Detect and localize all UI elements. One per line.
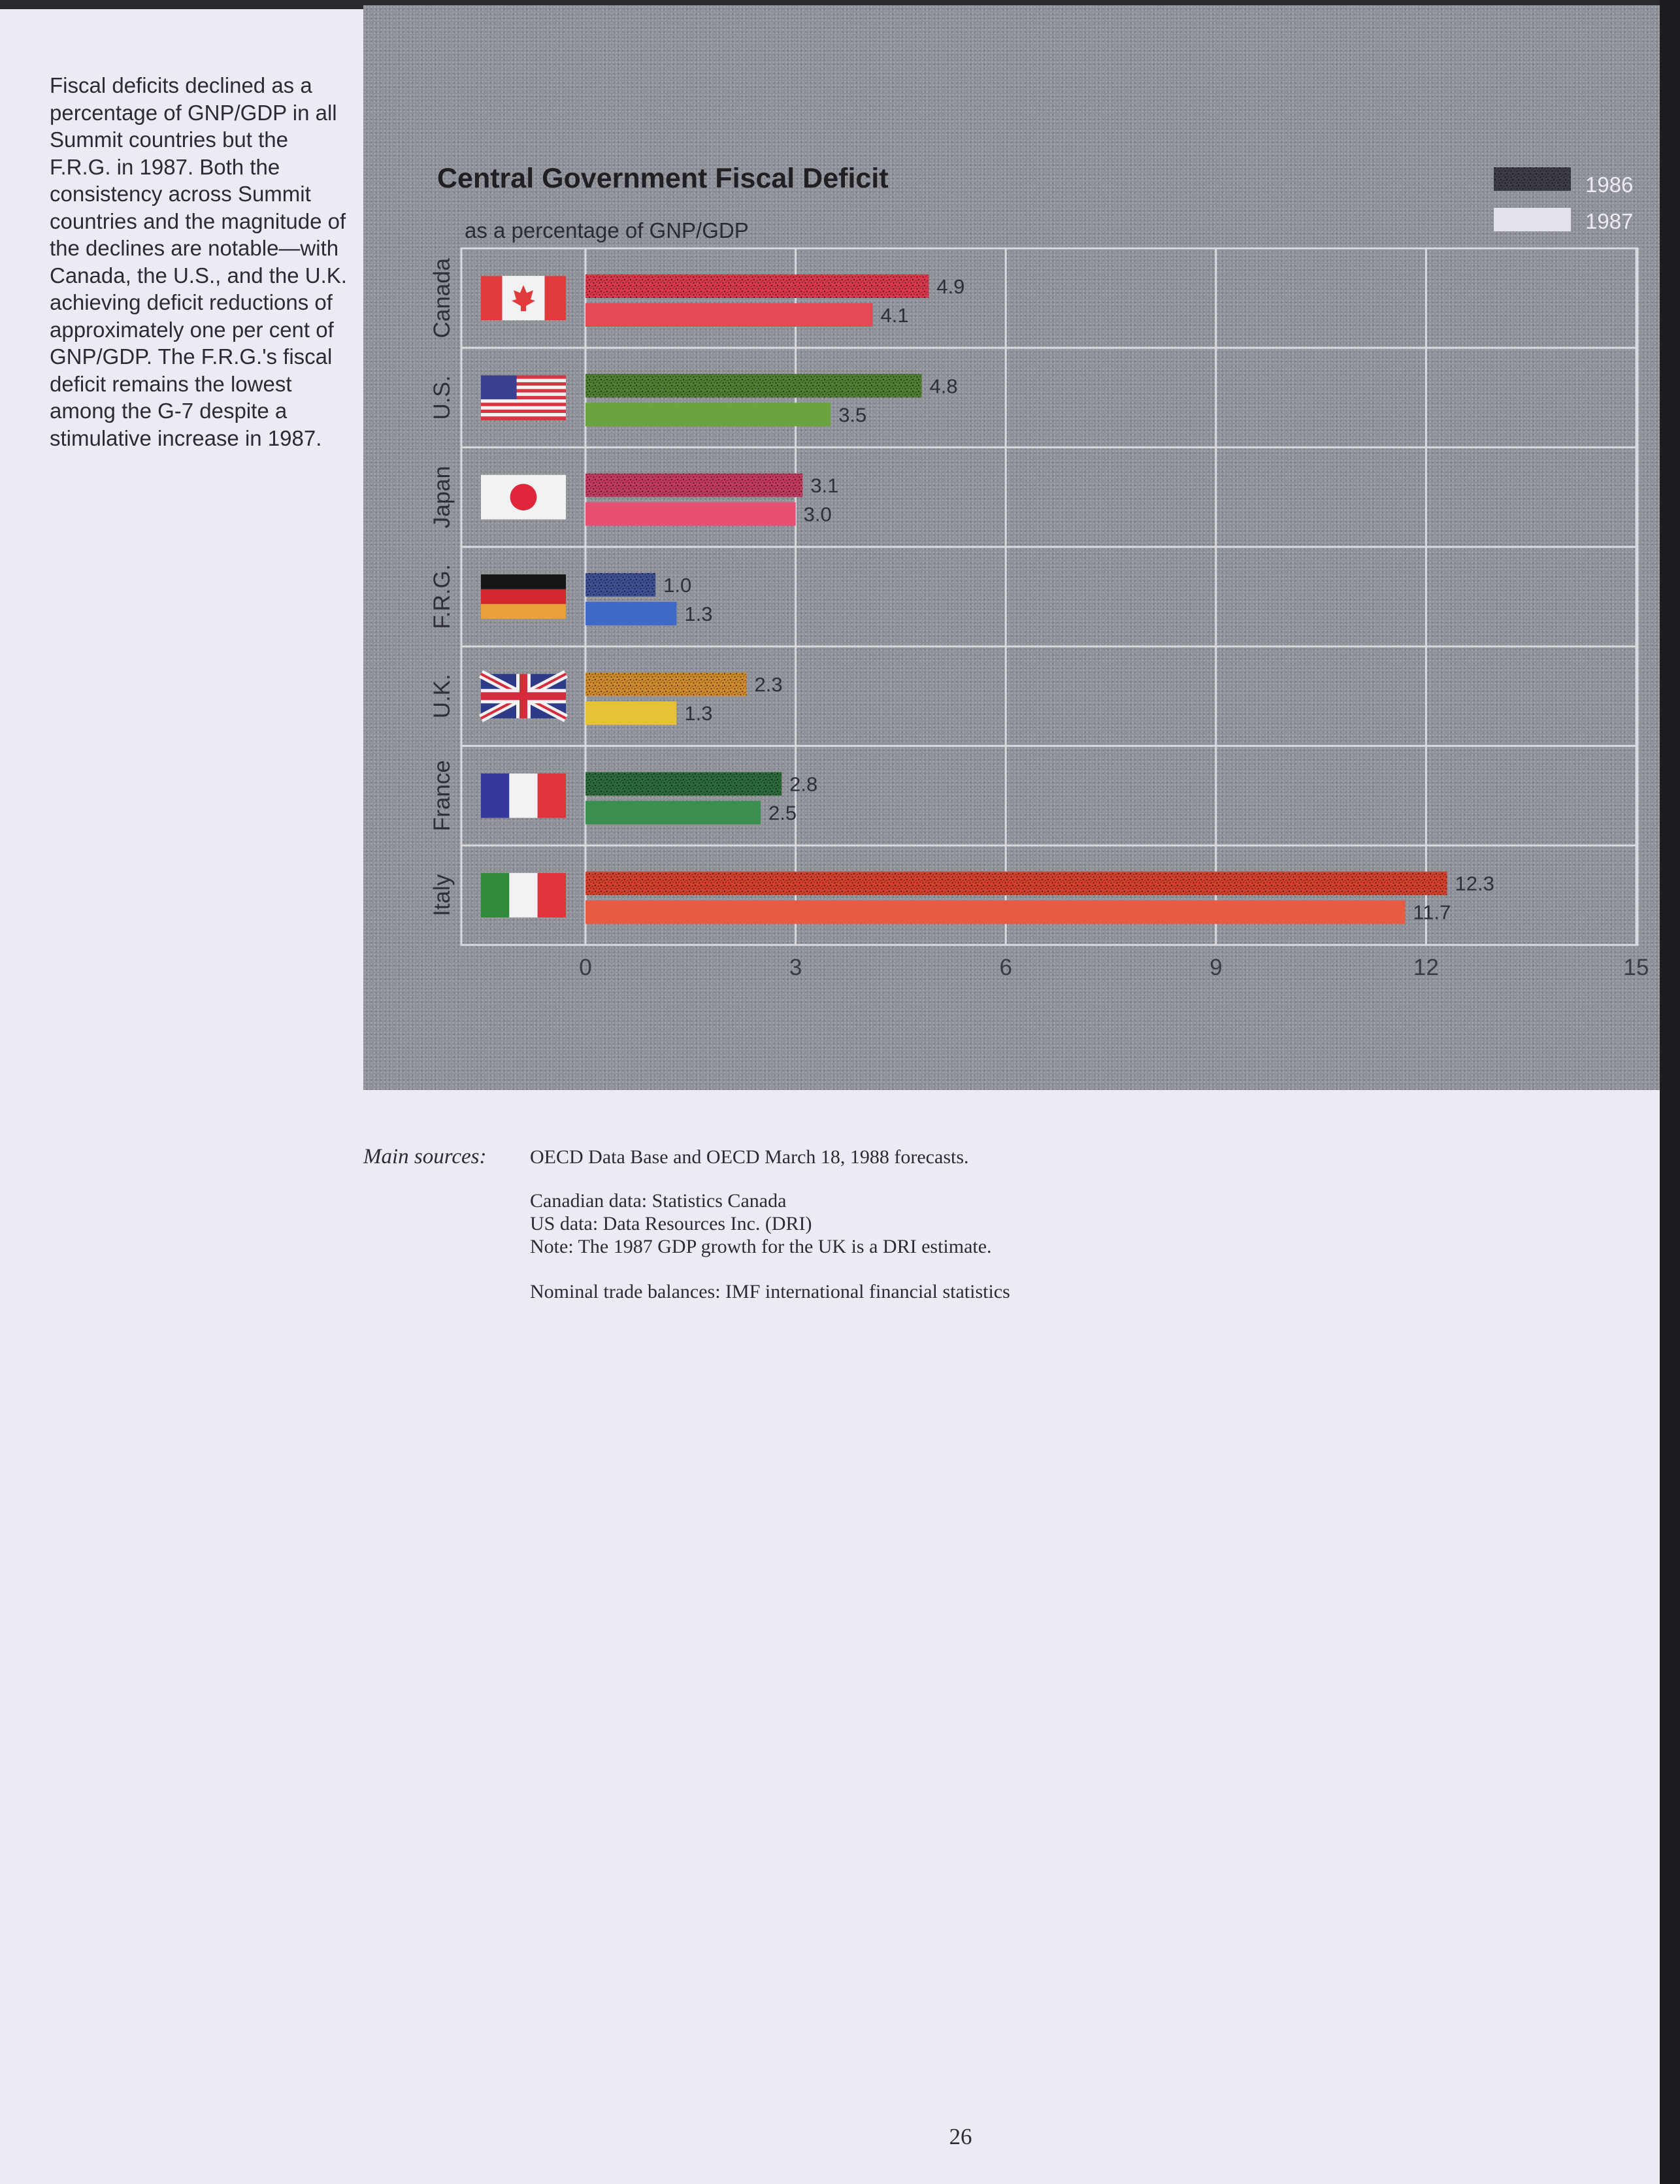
uk-flag <box>481 674 566 718</box>
chart-title: Central Government Fiscal Deficit <box>437 163 889 194</box>
page-right-edge <box>1660 0 1680 2184</box>
x-tick-label: 0 <box>579 955 592 980</box>
sources-lines <box>530 1189 992 1258</box>
us-flag <box>481 375 566 420</box>
page-number: 26 <box>949 2124 972 2149</box>
chart-panel <box>363 5 1660 1090</box>
japan-flag <box>481 475 566 520</box>
plot-frame <box>461 248 1638 945</box>
bar-1987 <box>585 901 1405 924</box>
bar-1987 <box>585 303 873 327</box>
legend-swatch-1987 <box>1494 208 1571 231</box>
bar-1987 <box>585 503 796 526</box>
bar-1987 <box>585 403 831 426</box>
sources-trade: Nominal trade balances: IMF international financial statistics <box>530 1281 1010 1302</box>
data-label-1986: 2.3 <box>754 673 783 697</box>
sources-label: Main sources: <box>363 1145 487 1168</box>
category-label: Canada <box>429 257 455 339</box>
x-tick-label: 3 <box>789 955 802 980</box>
chart-subtitle: as a percentage of GNP/GDP <box>465 218 749 242</box>
category-label: U.K. <box>429 674 455 719</box>
x-tick-label: 9 <box>1210 955 1223 980</box>
data-label-1986: 4.9 <box>936 275 965 298</box>
country-flags <box>481 276 566 918</box>
legend-label-1987: 1987 <box>1585 209 1634 233</box>
data-label-1987: 1.3 <box>684 702 713 725</box>
chart-bars <box>585 274 1494 924</box>
germany-flag <box>481 574 566 619</box>
bar-1986-texture <box>585 474 802 497</box>
sources-main: OECD Data Base and OECD March 18, 1988 forecasts. <box>530 1146 969 1168</box>
france-flag <box>481 774 566 818</box>
data-label-1987: 3.5 <box>838 403 867 427</box>
category-label: France <box>429 760 455 832</box>
bar-1987 <box>585 701 676 725</box>
x-tick-label: 6 <box>999 955 1012 980</box>
data-label-1986: 4.8 <box>929 374 958 398</box>
category-label: Italy <box>429 874 455 916</box>
x-tick-label: 15 <box>1623 955 1649 980</box>
data-label-1986: 1.0 <box>663 573 692 597</box>
canada-flag <box>481 276 566 320</box>
data-label-1987: 11.7 <box>1413 901 1451 924</box>
category-label: F.R.G. <box>429 564 455 629</box>
source-line: Canadian data: Statistics Canada <box>530 1190 787 1212</box>
category-label: U.S. <box>429 375 455 420</box>
data-label-1987: 4.1 <box>880 304 909 327</box>
legend-label-1986: 1986 <box>1585 173 1634 197</box>
italy-flag <box>481 873 566 918</box>
chart-grid <box>461 248 1638 945</box>
data-label-1987: 2.5 <box>768 801 797 825</box>
category-label: Japan <box>429 466 455 529</box>
x-tick-label: 12 <box>1413 955 1439 980</box>
bar-1986-texture <box>585 672 747 696</box>
bar-1986-texture <box>585 872 1447 895</box>
fiscal-deficit-chart <box>363 5 1660 1090</box>
bar-1986-texture <box>585 374 922 397</box>
category-labels <box>429 257 455 916</box>
bar-1986-texture <box>585 274 929 298</box>
chart-legend <box>1494 167 1633 233</box>
data-label-1987: 1.3 <box>684 602 713 625</box>
x-axis-ticks <box>579 955 1649 980</box>
sidebar-caption: Fiscal deficits declined as a percentage of GNP/GDP in all Summit countries but the F.R.G. in 1987. Both the consistency across Summit countries and the magnitude of the declines are notable—with Canada, the U.S., and the U.K. achieving deficit reductions of approximately one per cent of GNP/GDP. The F.R.G.'s fiscal deficit remains the lowest among the G-7 despite a stimulative increase in 1987. <box>50 73 347 450</box>
bar-1987 <box>585 602 676 625</box>
bar-1987 <box>585 801 761 824</box>
data-label-1986: 12.3 <box>1455 872 1494 895</box>
source-line: US data: Data Resources Inc. (DRI) <box>530 1213 812 1234</box>
data-label-1986: 3.1 <box>810 474 839 497</box>
bar-1986-texture <box>585 772 782 795</box>
data-label-1986: 2.8 <box>789 772 818 796</box>
data-label-1987: 3.0 <box>803 503 832 526</box>
bar-1986-texture <box>585 573 655 597</box>
source-line: Note: The 1987 GDP growth for the UK is a DRI estimate. <box>530 1236 992 1257</box>
